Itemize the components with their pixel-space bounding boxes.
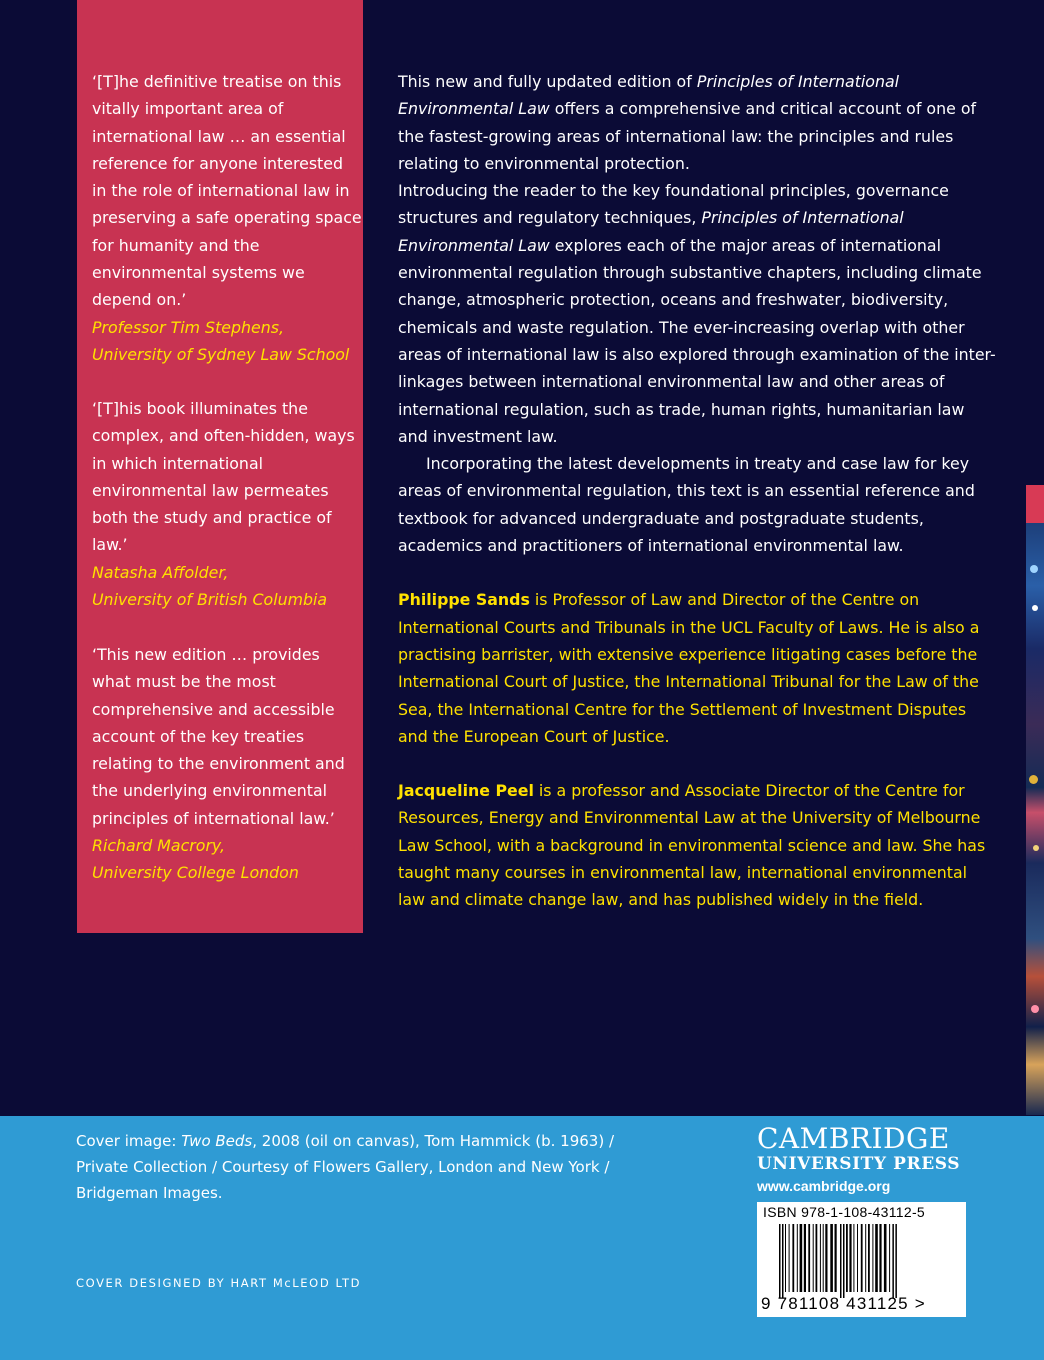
art-detail	[1033, 845, 1039, 851]
cover-art-edge	[1026, 485, 1044, 1115]
barcode-bar	[823, 1224, 824, 1292]
publisher-subtitle: UNIVERSITY PRESS	[757, 1154, 961, 1174]
isbn-barcode	[757, 1202, 966, 1317]
barcode-bar	[884, 1224, 887, 1292]
barcode-bar	[808, 1224, 810, 1292]
description-text: offers a comprehensive and critical account of one of the fastest-growing areas of international law: the principles and rules relating to environmental protection.	[398, 99, 977, 173]
art-detail	[1030, 565, 1038, 573]
barcode-bar	[792, 1224, 794, 1292]
barcode-bar	[872, 1224, 873, 1292]
publisher-url[interactable]: www.cambridge.org	[757, 1178, 891, 1194]
description-text: This new and fully updated edition of	[398, 72, 697, 91]
author-bio-2	[398, 777, 998, 913]
barcode-bar	[813, 1224, 814, 1292]
book-title: Principles of International Environmental Law	[398, 72, 900, 119]
barcode-bar	[889, 1224, 890, 1292]
barcode-bar	[797, 1224, 798, 1292]
barcode-bar	[879, 1224, 881, 1292]
endorsement-3	[92, 641, 362, 887]
barcode-bar	[861, 1224, 863, 1292]
barcode-bar	[816, 1224, 818, 1292]
barcode-bar	[857, 1224, 858, 1292]
credit-text: , 2008 (oil on canvas), Tom Hammick (b. 1963) / Private Collection / Courtesy of Flowers Gallery, London and New York / Bridgeman Images.	[76, 1132, 615, 1202]
book-title: Principles of International Environmental Law	[398, 208, 904, 255]
barcode-bar	[804, 1224, 806, 1292]
author-name: Philippe Sands	[398, 590, 530, 610]
publisher-name: CAMBRIDGE	[757, 1122, 950, 1155]
barcode-bar	[895, 1224, 897, 1298]
isbn-digits: 9 781108 431125 >	[761, 1294, 926, 1313]
blurb-column	[398, 68, 998, 914]
endorsement-author: Richard Macrory,	[92, 836, 226, 856]
barcode-bar	[853, 1224, 854, 1292]
endorsement-affiliation: University College London	[92, 863, 299, 883]
author-bio-text: is Professor of Law and Director of the Centre on International Courts and Tribunals in the UCL Faculty of Laws. He is also a practising barrister, with extensive experience litigating cases before the International Court of Justice, the International Tribunal for the Law of the Sea, the International Centre for the Settlement of Investment Disputes and the European Court of Justice.	[398, 590, 980, 746]
endorsement-2	[92, 395, 362, 613]
credit-text: Cover image:	[76, 1132, 182, 1150]
barcode-bar	[835, 1224, 837, 1292]
art-detail	[1029, 775, 1038, 784]
description-paragraph-3: Incorporating the latest developments in treaty and case law for key areas of environmental regulation, this text is an essential reference and textbook for advanced undergraduate and postgraduate students, academics and practitioners of international environmental law.	[398, 454, 975, 556]
description-paragraph-1	[398, 68, 998, 177]
endorsement-text: ‘[T]he definitive treatise on this vitally important area of international law … an essential reference for anyone interested in the role of international law in preserving a safe operating space for humanity and the environmental systems we depend on.’	[92, 72, 362, 310]
barcode-bar	[779, 1224, 781, 1298]
barcode-bar	[865, 1224, 866, 1292]
cover-image-credit	[76, 1128, 636, 1206]
publisher-logo	[757, 1124, 972, 1194]
cover-designer: COVER DESIGNED BY HART McLEOD LTD	[76, 1276, 362, 1290]
barcode-bar	[868, 1224, 870, 1292]
barcode-bar	[820, 1224, 821, 1292]
publisher-bar	[0, 1116, 1044, 1360]
barcode-bar	[782, 1224, 784, 1298]
endorsement-panel	[77, 0, 363, 933]
barcode-bar	[800, 1224, 803, 1292]
endorsement-text: ‘[T]his book illuminates the complex, and often-hidden, ways in which international environmental law permeates both the study and practice of law.’	[92, 399, 355, 555]
description-text: Introducing the reader to the key foundational principles, governance structures and regulatory techniques,	[398, 181, 949, 228]
author-bio-1	[398, 586, 998, 750]
barcode-bar	[843, 1224, 845, 1298]
endorsement-author: Professor Tim Stephens,	[92, 317, 285, 337]
description-text: explores each of the major areas of international environmental regulation through substantive chapters, including climate change, atmospheric protection, oceans and freshwater, biodiversity, chemicals and waste regulation. The ever-increasing overlap with other areas of international law is also explored through examination of the inter-linkages between international environmental law and other areas of international regulation, such as trade, human rights, humanitarian law and investment law.	[398, 235, 996, 446]
endorsement-1	[92, 68, 362, 368]
barcode-bar	[840, 1224, 842, 1298]
endorsement-affiliation: University of Sydney Law School	[92, 344, 350, 364]
description-paragraph-2	[398, 177, 998, 450]
barcode-bar	[846, 1224, 848, 1292]
artwork-title: Two Beds	[181, 1132, 253, 1150]
endorsement-author: Natasha Affolder,	[92, 562, 229, 582]
isbn-label: ISBN 978-1-108-43112-5	[763, 1204, 925, 1220]
barcode-bar	[830, 1224, 833, 1292]
endorsement-affiliation: University of British Columbia	[92, 590, 328, 610]
barcode-bar	[849, 1224, 851, 1292]
barcode-bar	[785, 1224, 786, 1292]
art-detail	[1032, 605, 1038, 611]
art-detail	[1031, 1005, 1039, 1013]
barcode-bar	[825, 1224, 827, 1292]
author-name: Jacqueline Peel	[398, 781, 534, 801]
barcode-bar	[875, 1224, 878, 1292]
barcode-bar	[892, 1224, 894, 1298]
author-bio-text: is a professor and Associate Director of the Centre for Resources, Energy and Environmental Law at the University of Melbourne Law School, with a background in environmental science and law. She has taught many courses in environmental law, international environmental law and climate change law, and has published widely in the field.	[398, 781, 986, 910]
barcode-bar	[789, 1224, 790, 1292]
endorsement-text: ‘This new edition … provides what must be the most comprehensive and accessible account of the key treaties relating to the environment and the underlying environmental principles of international law.’	[92, 645, 345, 828]
